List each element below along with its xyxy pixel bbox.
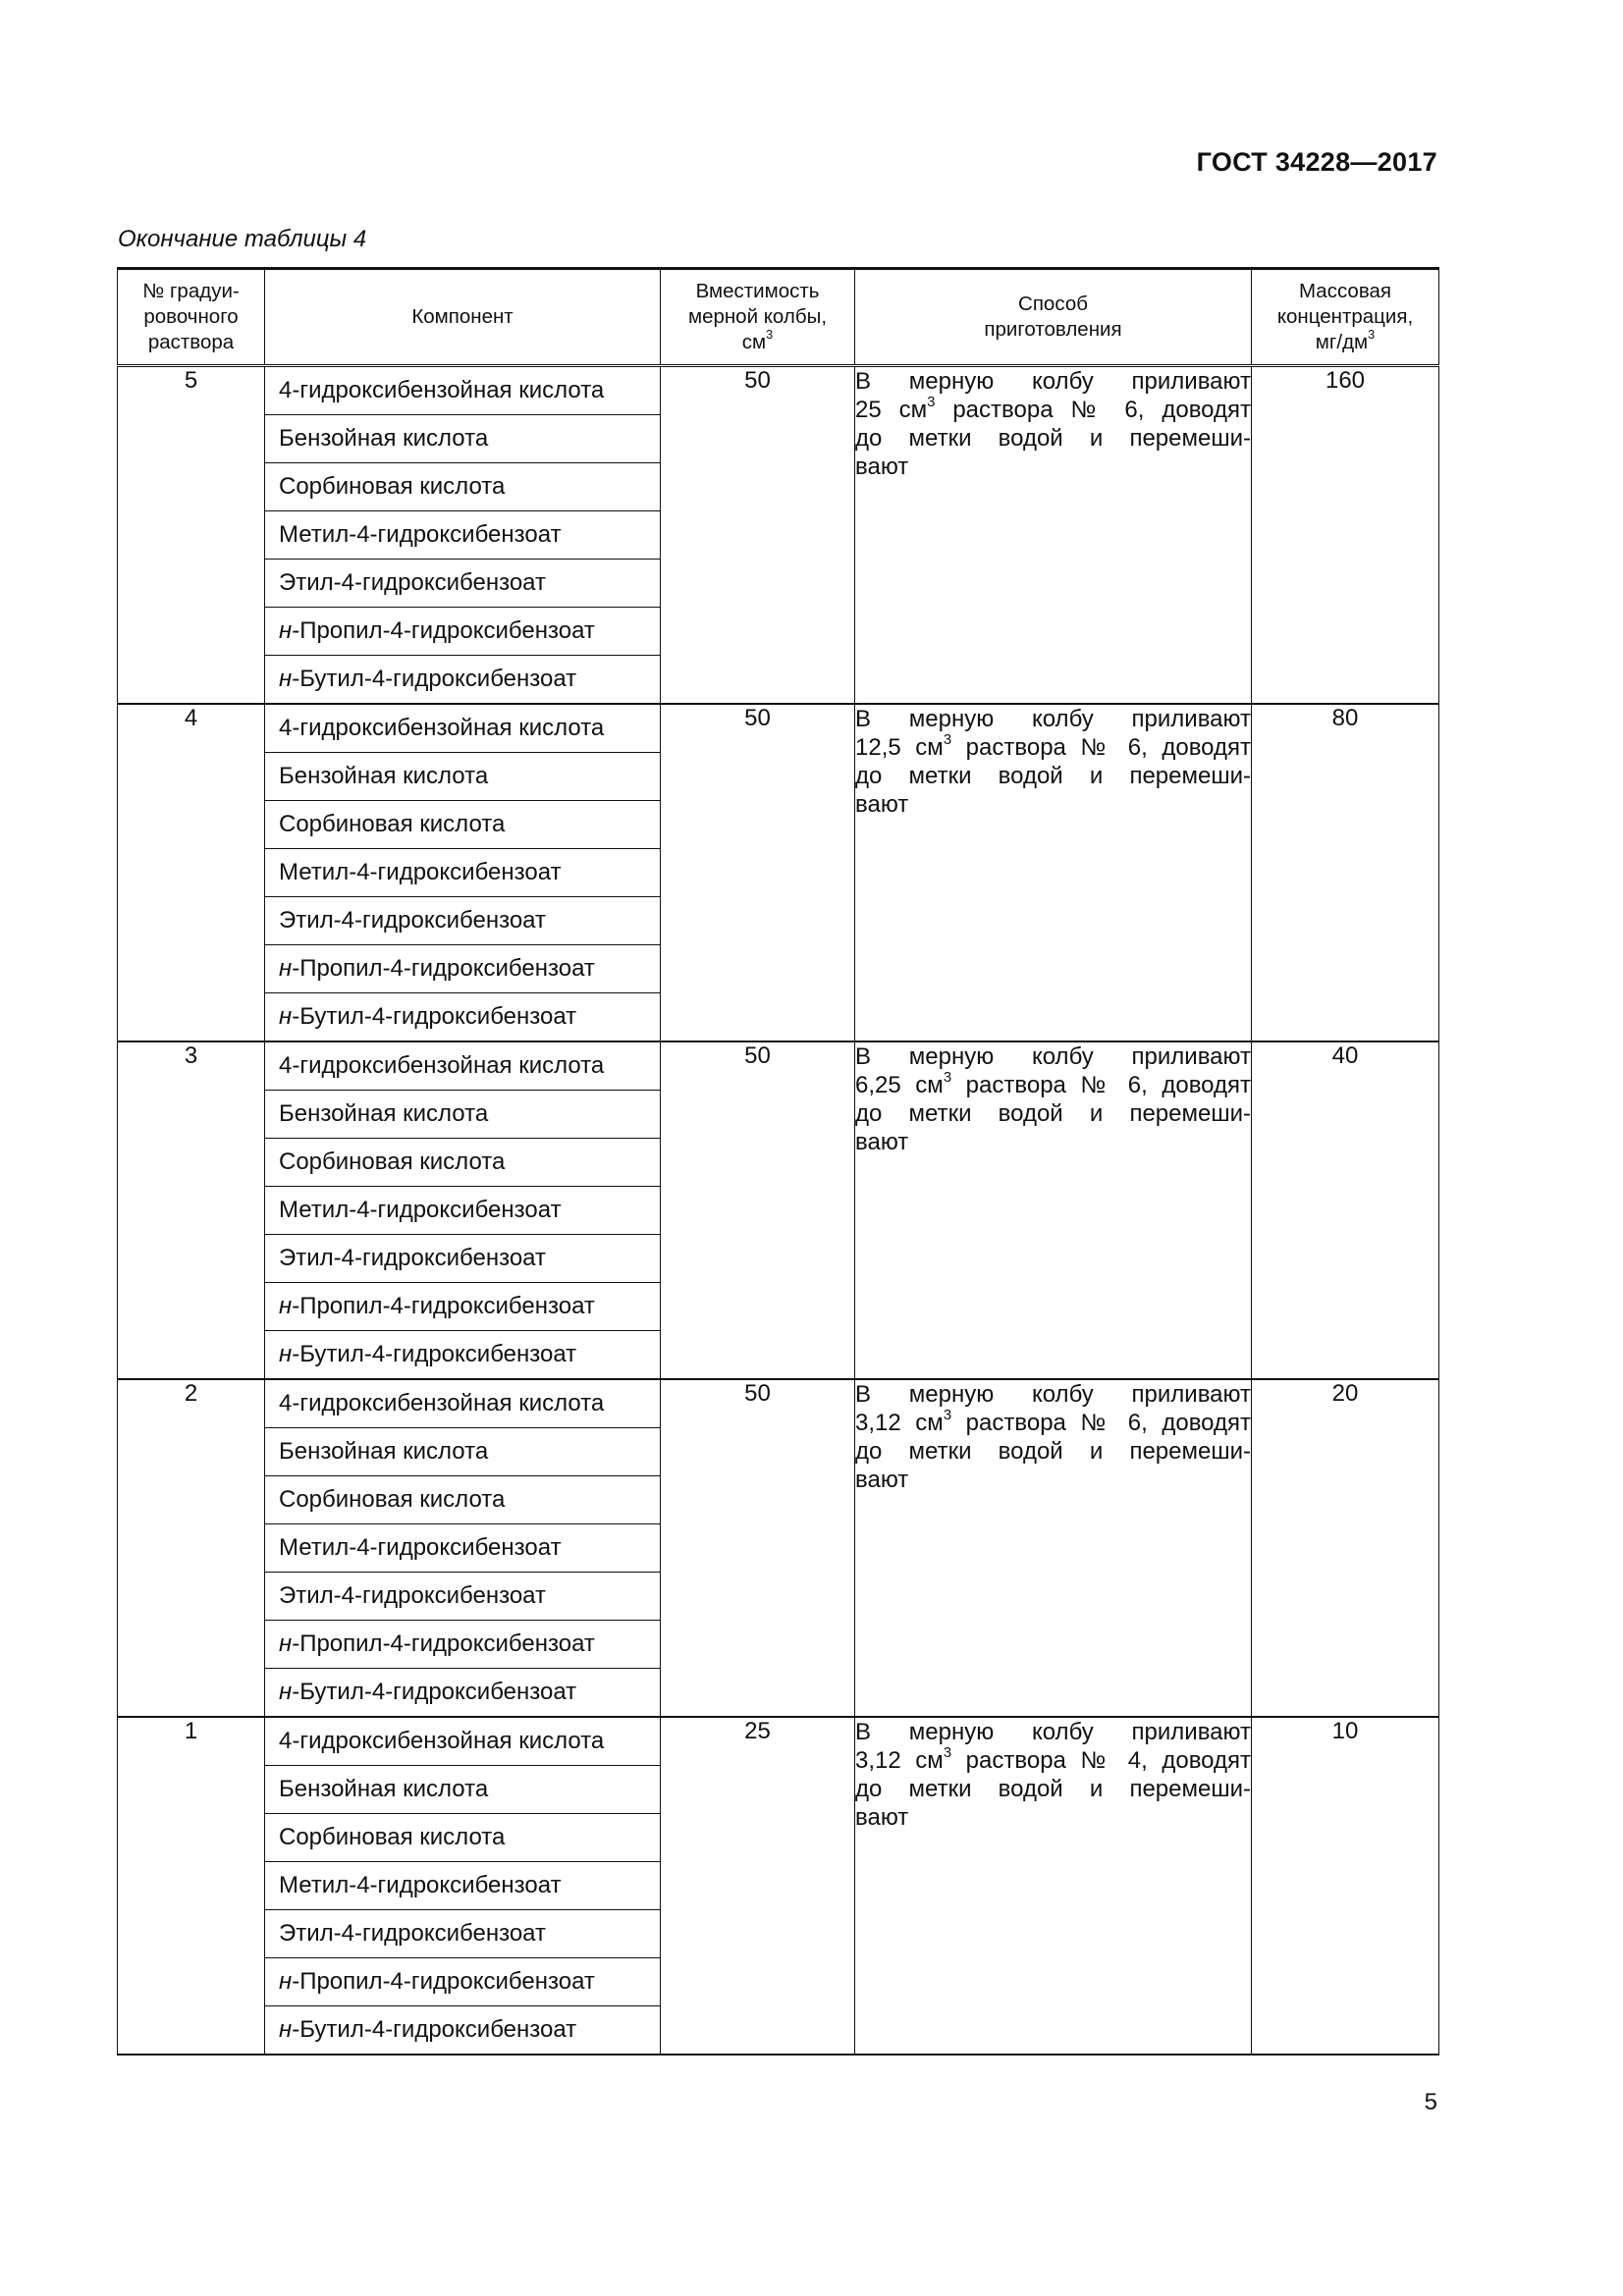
mass-concentration-cell: 20 bbox=[1252, 1379, 1439, 1717]
column-header-mass-concentration: Массовая концентрация, $мг/дм^3$ bbox=[1252, 269, 1439, 366]
component-list bbox=[265, 1718, 660, 2054]
method-line: 25 $см^3$ раствора № 6, доводят bbox=[855, 394, 1251, 423]
preparation-method-cell bbox=[855, 704, 1252, 1041]
method-line: до метки водой и перемеши- bbox=[855, 425, 1251, 452]
component-item: Метил-4-гидроксибензоат bbox=[265, 1862, 660, 1910]
component-item: н-Пропил-4-гидроксибензоат bbox=[265, 945, 660, 993]
component-item: н-Пропил-4-гидроксибензоат bbox=[265, 1958, 660, 2006]
table-row bbox=[118, 704, 1439, 1041]
solution-number-cell: 5 bbox=[118, 366, 265, 705]
preparation-method-cell bbox=[855, 1379, 1252, 1717]
column-header-preparation-method: Способ приготовления bbox=[855, 269, 1252, 366]
component-item: н-Пропил-4-гидроксибензоат bbox=[265, 1283, 660, 1331]
table-caption: Окончание таблицы 4 bbox=[118, 226, 367, 252]
method-line: 6,25 $см^3$ раствора № 6, доводят bbox=[855, 1069, 1251, 1098]
component-item: Сорбиновая кислота bbox=[265, 1139, 660, 1187]
component-item: 4-гидроксибензойная кислота bbox=[265, 1042, 660, 1091]
method-line: В мерную колбу приливают bbox=[855, 1719, 1251, 1745]
component-item: н-Бутил-4-гидроксибензоат bbox=[279, 1003, 577, 1030]
method-line: В мерную колбу приливают bbox=[855, 1381, 1251, 1408]
mass-concentration-cell: 80 bbox=[1252, 704, 1439, 1041]
method-line: В мерную колбу приливают bbox=[855, 368, 1251, 395]
component-item: Сорбиновая кислота bbox=[265, 1814, 660, 1862]
component-item: н-Пропил-4-гидроксибензоат bbox=[265, 608, 660, 656]
calibration-solutions-table bbox=[117, 267, 1439, 2056]
component-item: Этил-4-гидроксибензоат bbox=[265, 1235, 660, 1283]
method-line: до метки водой и перемеши- bbox=[855, 763, 1251, 789]
component-item: н-Бутил-4-гидроксибензоат bbox=[279, 666, 577, 692]
component-item: Сорбиновая кислота bbox=[265, 1476, 660, 1524]
component-item: н-Бутил-4-гидроксибензоат bbox=[279, 1679, 577, 1705]
components-cell bbox=[265, 366, 661, 705]
component-list bbox=[265, 705, 660, 1041]
component-list bbox=[265, 1042, 660, 1378]
component-item: Сорбиновая кислота bbox=[265, 801, 660, 849]
method-line: до метки водой и перемеши- bbox=[855, 1776, 1251, 1802]
table-header bbox=[118, 269, 1439, 366]
component-list bbox=[265, 367, 660, 703]
method-line: 12,5 $см^3$ раствора № 6, доводят bbox=[855, 731, 1251, 761]
component-item: н-Пропил-4-гидроксибензоат bbox=[265, 1621, 660, 1669]
document-code: ГОСТ 34228—2017 bbox=[1196, 147, 1437, 177]
mass-concentration-cell: 40 bbox=[1252, 1041, 1439, 1379]
components-cell bbox=[265, 1379, 661, 1717]
component-item: 4-гидроксибензойная кислота bbox=[265, 1718, 660, 1766]
preparation-method-cell bbox=[855, 1717, 1252, 2055]
solution-number-cell: 2 bbox=[118, 1379, 265, 1717]
column-header-component: Компонент bbox=[265, 269, 661, 366]
component-list bbox=[265, 1380, 660, 1716]
table-row bbox=[118, 366, 1439, 705]
method-line: до метки водой и перемеши- bbox=[855, 1100, 1251, 1127]
component-item: 4-гидроксибензойная кислота bbox=[265, 705, 660, 753]
flask-volume-cell: 50 bbox=[661, 704, 855, 1041]
component-item: Этил-4-гидроксибензоат bbox=[265, 560, 660, 608]
method-line: 3,12 $см^3$ раствора № 4, доводят bbox=[855, 1744, 1251, 1774]
method-line: вают bbox=[855, 1129, 909, 1155]
method-line: вают bbox=[855, 1467, 909, 1493]
method-line: вают bbox=[855, 454, 909, 480]
method-line: 3,12 $см^3$ раствора № 6, доводят bbox=[855, 1407, 1251, 1436]
component-item: Бензойная кислота bbox=[265, 1428, 660, 1476]
component-item: Бензойная кислота bbox=[265, 753, 660, 801]
method-line: вают bbox=[855, 1804, 909, 1831]
solution-number-cell: 4 bbox=[118, 704, 265, 1041]
solution-number-cell: 1 bbox=[118, 1717, 265, 2055]
method-line: В мерную колбу приливают bbox=[855, 1043, 1251, 1070]
component-item: Бензойная кислота bbox=[265, 415, 660, 463]
component-item: н-Бутил-4-гидроксибензоат bbox=[279, 2016, 577, 2043]
component-item: Сорбиновая кислота bbox=[265, 463, 660, 511]
mass-concentration-cell: 160 bbox=[1252, 366, 1439, 705]
components-cell bbox=[265, 1717, 661, 2055]
page-number: 5 bbox=[1424, 2089, 1437, 2115]
method-line: вают bbox=[855, 791, 909, 818]
component-item: Бензойная кислота bbox=[265, 1766, 660, 1814]
table-body bbox=[118, 366, 1439, 2056]
preparation-method-cell bbox=[855, 366, 1252, 705]
table-row bbox=[118, 1041, 1439, 1379]
components-cell bbox=[265, 1041, 661, 1379]
component-item: Метил-4-гидроксибензоат bbox=[265, 849, 660, 897]
column-header-solution-number: № градуи- ровочного раствора bbox=[118, 269, 265, 366]
component-item: Бензойная кислота bbox=[265, 1091, 660, 1139]
flask-volume-cell: 50 bbox=[661, 366, 855, 705]
table-row bbox=[118, 1379, 1439, 1717]
component-item: Этил-4-гидроксибензоат bbox=[265, 897, 660, 945]
method-line: В мерную колбу приливают bbox=[855, 706, 1251, 732]
components-cell bbox=[265, 704, 661, 1041]
solution-number-cell: 3 bbox=[118, 1041, 265, 1379]
component-item: Метил-4-гидроксибензоат bbox=[265, 1524, 660, 1573]
column-header-flask-volume: Вместимость мерной колбы, $см^3$ bbox=[661, 269, 855, 366]
component-item: Метил-4-гидроксибензоат bbox=[265, 511, 660, 560]
component-item: Метил-4-гидроксибензоат bbox=[265, 1187, 660, 1235]
flask-volume-cell: 50 bbox=[661, 1379, 855, 1717]
component-item: 4-гидроксибензойная кислота bbox=[265, 1380, 660, 1428]
preparation-method-cell bbox=[855, 1041, 1252, 1379]
component-item: Этил-4-гидроксибензоат bbox=[265, 1910, 660, 1958]
component-item: н-Бутил-4-гидроксибензоат bbox=[279, 1341, 577, 1367]
flask-volume-cell: 50 bbox=[661, 1041, 855, 1379]
table-row bbox=[118, 1717, 1439, 2055]
flask-volume-cell: 25 bbox=[661, 1717, 855, 2055]
method-line: до метки водой и перемеши- bbox=[855, 1438, 1251, 1465]
component-item: 4-гидроксибензойная кислота bbox=[265, 367, 660, 415]
component-item: Этил-4-гидроксибензоат bbox=[265, 1573, 660, 1621]
mass-concentration-cell: 10 bbox=[1252, 1717, 1439, 2055]
